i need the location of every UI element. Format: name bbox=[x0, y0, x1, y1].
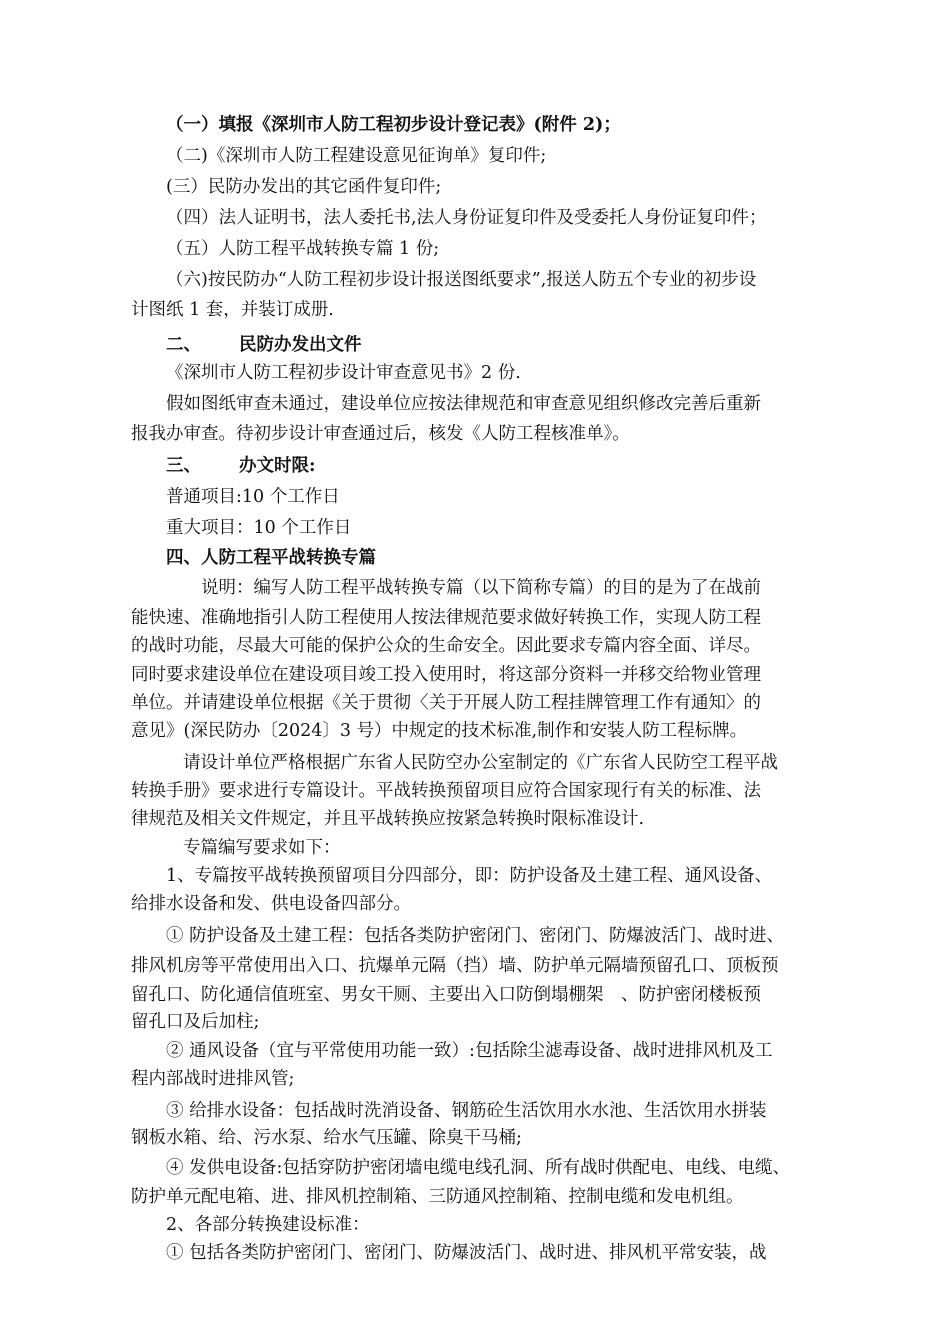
section-2-line-3: 报我办审查。待初步设计审查通过后，核发《人防工程核准单》。 bbox=[131, 424, 630, 444]
item-4: （四）法人证明书，法人委托书,法人身份证复印件及受委托人身份证复印件； bbox=[166, 208, 767, 228]
body-line-14: 排风机房等平常使用出入口、抗爆单元隔（挡）墙、防护单元隔墙预留孔口、顶板预 bbox=[131, 956, 779, 976]
body-line-24: ① 包括各类防护密闭门、密闭门、防爆波活门、战时进、排风机平常安装，战 bbox=[166, 1243, 767, 1263]
body-line-10: 专篇编写要求如下： bbox=[183, 838, 341, 858]
body-line-13: ① 防护设备及土建工程：包括各类防护密闭门、密闭门、防爆波活门、战时进、 bbox=[166, 926, 785, 946]
body-line-6: 意见》(深民防办〔2024〕3 号）中规定的技术标准,制作和安装人防工程标牌。 bbox=[131, 721, 748, 741]
body-line-15: 留孔口、防化通信值班室、男女干厕、主要出入口防倒塌棚架 、防护密闭楼板预 bbox=[131, 985, 761, 1005]
body-line-19: ③ 给排水设备：包括战时洗消设备、钢筋砼生活饮用水水池、生活饮用水拼装 bbox=[166, 1101, 767, 1121]
section-2-line-2: 假如图纸审查未通过，建设单位应按法律规范和审查意见组织修改完善后重新 bbox=[166, 394, 761, 414]
section-2-line-1: 《深圳市人防工程初步设计审查意见书》2 份. bbox=[166, 363, 521, 383]
body-line-23: 2、各部分转换建设标准： bbox=[166, 1215, 370, 1235]
item-5: （五）人防工程平战转换专篇 1 份; bbox=[166, 239, 440, 259]
section-2-number: 二、 bbox=[166, 335, 201, 355]
body-line-5: 单位。并请建设单位根据《关于贯彻〈关于开展人防工程挂牌管理工作有通知〉的 bbox=[131, 693, 761, 713]
body-line-18: 程内部战时进排风管; bbox=[131, 1069, 295, 1089]
section-3-heading bbox=[166, 455, 315, 477]
section-3-title: 办文时限: bbox=[239, 456, 316, 476]
body-line-7: 请设计单位严格根据广东省人民防空办公室制定的《广东省人民防空工程平战 bbox=[183, 753, 778, 773]
section-3-line-1: 普通项目:10 个工作日 bbox=[166, 487, 340, 507]
item-3: (三）民防办发出的其它函件复印件; bbox=[166, 177, 442, 197]
body-line-17: ② 通风设备（宜与平常使用功能一致）:包括除尘滤毒设备、战时进排风机及工 bbox=[166, 1041, 773, 1061]
body-line-2: 能快速、准确地指引人防工程使用人按法律规范要求做好转换工作，实现人防工程 bbox=[131, 608, 761, 628]
body-line-22: 防护单元配电箱、进、排风机控制箱、三防通风控制箱、控制电缆和发电机组。 bbox=[131, 1187, 744, 1207]
body-line-4: 同时要求建设单位在建设项目竣工投入使用时，将这部分资料一并移交给物业管理 bbox=[131, 665, 761, 685]
body-line-8: 转换手册》要求进行专篇设计。平战转换预留项目应符合国家现行有关的标准、法 bbox=[131, 781, 761, 801]
body-line-1: 说明：编写人防工程平战转换专篇（以下简称专篇）的目的是为了在战前 bbox=[201, 578, 761, 598]
section-3-line-2: 重大项目：10 个工作日 bbox=[166, 518, 352, 538]
body-line-16: 留孔口及后加柱; bbox=[131, 1012, 260, 1032]
section-2-title: 民防办发出文件 bbox=[239, 335, 362, 355]
item-2: （二)《深圳市人防工程建设意见征询单》复印件; bbox=[166, 146, 547, 166]
body-line-3: 的战时功能，尽最大可能的保护公众的生命安全。因此要求专篇内容全面、详尽。 bbox=[131, 636, 761, 656]
body-line-12: 给排水设备和发、供电设备四部分。 bbox=[131, 894, 411, 914]
item-6-cont: 计图纸 1 套，并装订成册. bbox=[131, 300, 334, 320]
body-line-21: ④ 发供电设备:包括穿防护密闭墙电缆电线孔洞、所有战时供配电、电线、电缆、 bbox=[166, 1158, 790, 1178]
item-1: （一）填报《深圳市人防工程初步设计登记表》(附件 2)； bbox=[166, 115, 621, 135]
body-line-20: 钢板水箱、给、污水泵、给水气压罐、除臭干马桶; bbox=[131, 1128, 522, 1148]
body-line-9: 律规范及相关文件规定，并且平战转换应按紧急转换时限标准设计. bbox=[131, 809, 645, 829]
section-4-heading: 四、人防工程平战转换专篇 bbox=[166, 548, 376, 568]
section-2-heading bbox=[166, 334, 362, 356]
item-6: （六)按民防办“人防工程初步设计报送图纸要求”,报送人防五个专业的初步设 bbox=[166, 270, 757, 290]
body-line-11: 1、专篇按平战转换预留项目分四部分，即：防护设备及土建工程、通风设备、 bbox=[166, 866, 773, 886]
section-3-number: 三、 bbox=[166, 456, 201, 476]
